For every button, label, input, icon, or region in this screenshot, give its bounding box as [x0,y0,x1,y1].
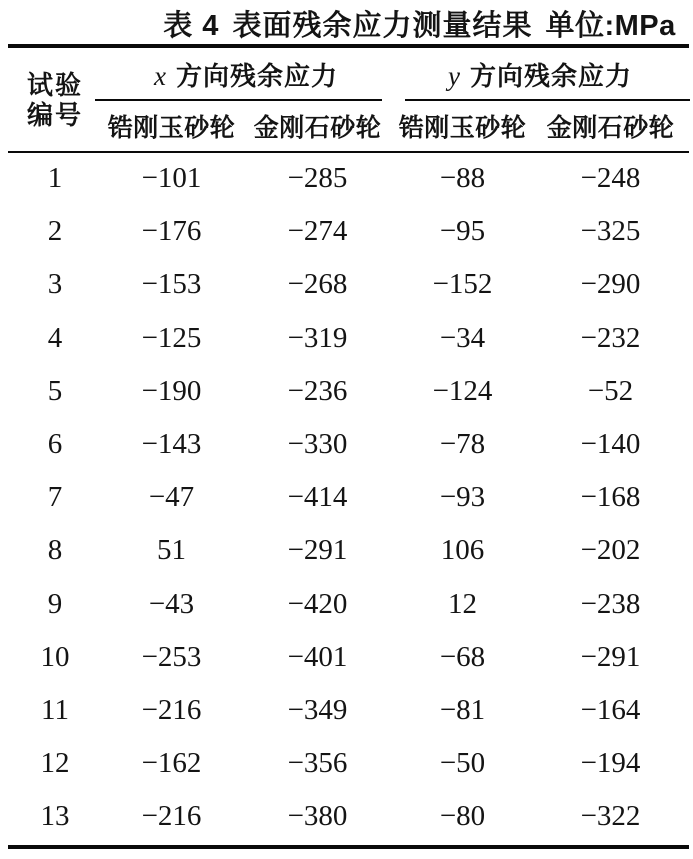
x-group-label: 方向残余应力 [175,60,338,91]
cell-x-diamond: −330 [287,428,348,461]
table-row [10,790,688,843]
cell-y-diamond: −140 [580,428,641,461]
cell-test-number: 4 [47,321,63,354]
cell-x-zirconia: −47 [148,481,195,514]
cell-x-diamond: −291 [287,534,348,567]
subcolumn-header-zirconia-x: 锆刚玉砂轮 [107,114,236,142]
y-group-underline-rule [405,99,690,101]
cell-x-zirconia: −190 [141,374,202,407]
table-row [10,258,688,311]
cell-y-diamond: −325 [580,215,641,248]
cell-y-diamond: −238 [580,587,641,620]
cell-test-number: 8 [47,534,63,567]
residual-stress-table [10,48,688,843]
column-group-y-direction [392,48,688,100]
table-row [10,365,688,418]
table-title [0,2,693,44]
cell-x-diamond: −380 [287,800,348,833]
y-variable: y [448,60,461,91]
table-row [10,471,688,524]
cell-y-zirconia: 106 [440,534,485,567]
cell-x-diamond: −401 [287,640,348,673]
cell-x-diamond: −349 [287,693,348,726]
table-row [10,578,688,631]
cell-x-zirconia: −216 [141,800,202,833]
cell-x-zirconia: −162 [141,747,202,780]
cell-x-zirconia: −153 [141,268,202,301]
table-row [10,152,688,205]
table-row [10,205,688,258]
table-row [10,312,688,365]
cell-y-zirconia: −93 [439,481,486,514]
cell-test-number: 7 [47,481,63,514]
cell-y-zirconia: −34 [439,321,486,354]
test-number-label-line2: 编号 [26,100,83,130]
cell-y-zirconia: −78 [439,428,486,461]
cell-x-diamond: −414 [287,481,348,514]
table-caption: 表面残余应力测量结果 [232,9,533,42]
column-group-x-direction [100,48,392,100]
cell-test-number: 12 [40,747,70,780]
cell-y-diamond: −164 [580,693,641,726]
cell-test-number: 1 [47,162,63,195]
x-group-underline-rule [95,99,382,101]
subcolumn-header-diamond-x: 金刚石砂轮 [253,114,382,142]
table-body [10,152,688,843]
table-row [10,524,688,577]
cell-test-number: 10 [40,640,70,673]
y-group-label: 方向残余应力 [469,60,632,91]
cell-x-diamond: −268 [287,268,348,301]
cell-y-diamond: −194 [580,747,641,780]
cell-y-diamond: −168 [580,481,641,514]
cell-test-number: 9 [47,587,63,620]
cell-y-zirconia: −80 [439,800,486,833]
cell-y-diamond: −290 [580,268,641,301]
cell-x-zirconia: −253 [141,640,202,673]
column-header-test-number [10,48,100,152]
cell-test-number: 5 [47,374,63,407]
table-row [10,418,688,471]
table-row [10,684,688,737]
cell-x-diamond: −236 [287,374,348,407]
cell-test-number: 13 [40,800,70,833]
cell-y-diamond: −202 [580,534,641,567]
subcolumn-header-diamond-y: 金刚石砂轮 [546,114,675,142]
cell-y-zirconia: 12 [448,587,477,620]
cell-x-zirconia: −143 [141,428,202,461]
cell-x-zirconia: −43 [148,587,195,620]
cell-test-number: 6 [47,428,63,461]
test-number-label-line1: 试验 [26,70,83,100]
cell-y-diamond: −248 [580,162,641,195]
cell-x-zirconia: −101 [141,162,202,195]
cell-y-zirconia: −81 [439,693,486,726]
table-row [10,631,688,684]
cell-x-zirconia: −125 [141,321,202,354]
x-variable: x [154,60,167,91]
cell-x-diamond: −285 [287,162,348,195]
cell-y-zirconia: −50 [439,747,486,780]
cell-x-zirconia: −176 [141,215,202,248]
cell-y-zirconia: −152 [432,268,493,301]
cell-x-diamond: −356 [287,747,348,780]
cell-test-number: 3 [47,268,63,301]
cell-x-diamond: −420 [287,587,348,620]
cell-x-zirconia: 51 [157,534,186,567]
cell-x-diamond: −274 [287,215,348,248]
cell-y-diamond: −52 [587,374,634,407]
header-separator-rule [8,151,689,153]
cell-y-zirconia: −68 [439,640,486,673]
cell-y-diamond: −291 [580,640,641,673]
cell-y-zirconia: −95 [439,215,486,248]
subcolumn-header-zirconia-y: 锆刚玉砂轮 [398,114,527,142]
cell-test-number: 11 [41,693,69,726]
table-number-label: 表 4 [163,9,220,42]
cell-x-zirconia: −216 [141,693,202,726]
cell-y-diamond: −232 [580,321,641,354]
cell-x-diamond: −319 [287,321,348,354]
cell-y-zirconia: −88 [439,162,486,195]
table-unit-label: 单位:MPa [545,9,676,42]
cell-test-number: 2 [47,215,63,248]
cell-y-zirconia: −124 [432,374,493,407]
bottom-thick-rule [8,845,689,849]
cell-y-diamond: −322 [580,800,641,833]
table-row [10,737,688,790]
